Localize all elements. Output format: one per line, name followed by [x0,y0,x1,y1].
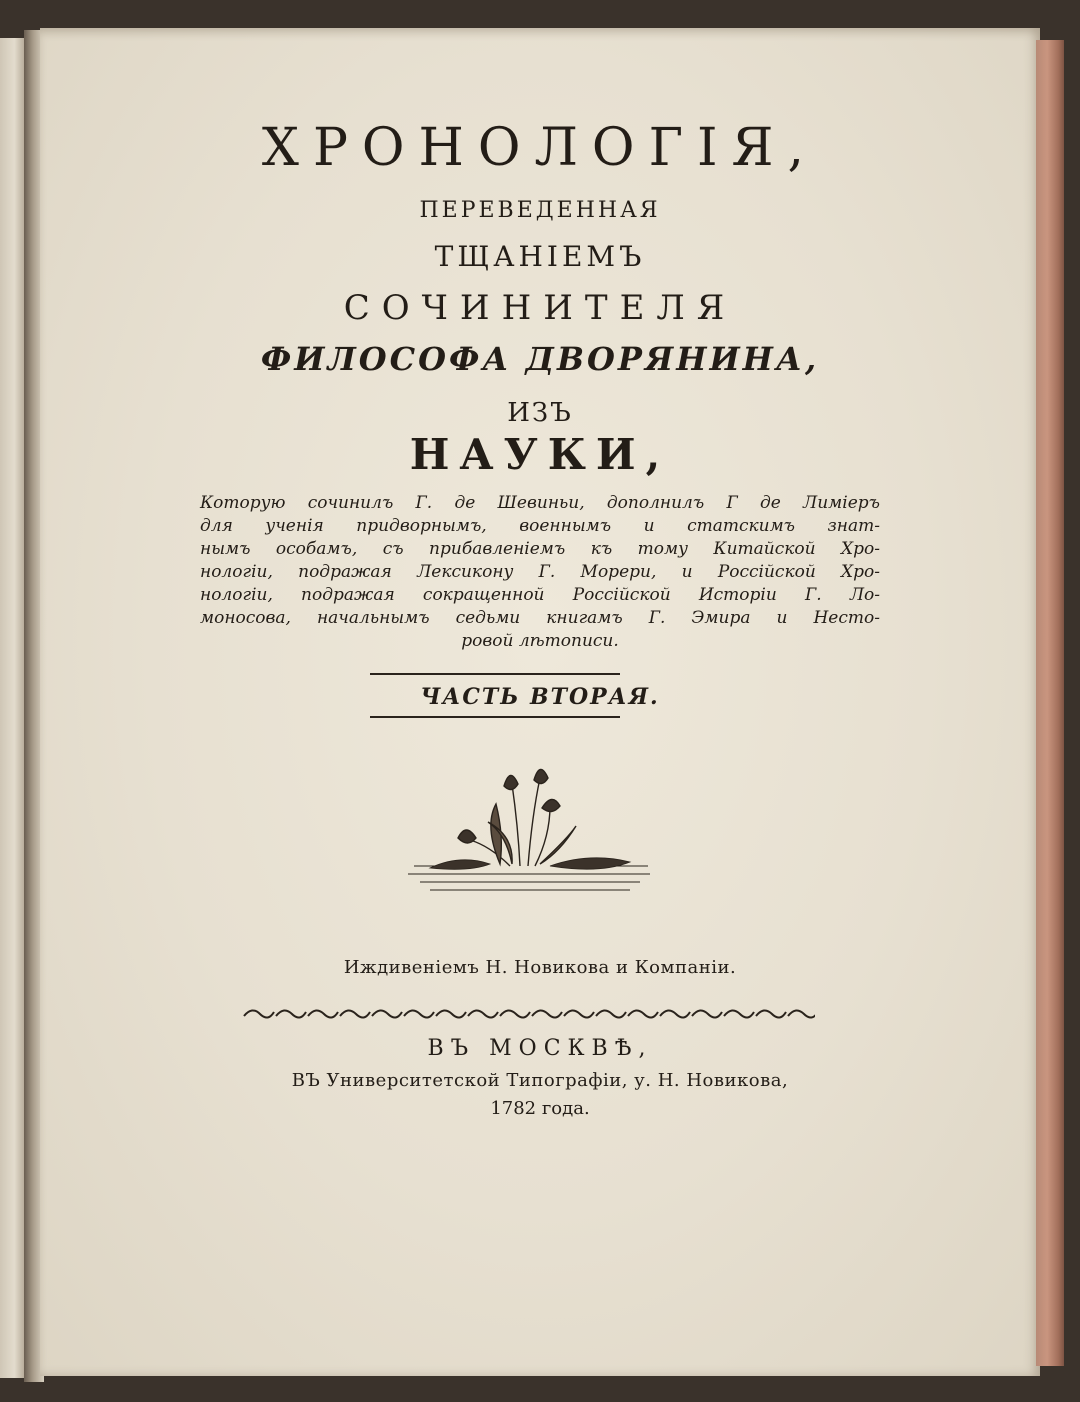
description-line: ровой лѣтописи. [461,631,619,651]
description-line: Которую сочинилъ Г. де Шевиньи, дополнилъ Г де Лимiеръ [200,493,880,513]
ornamental-rule-icon [240,1004,815,1024]
subtitle-translated: ПЕРЕВЕДЕННАЯ [419,198,661,223]
flowers-engraving-icon [400,756,660,906]
year-line: 1782 года. [490,1098,590,1119]
printer-line: ВЪ Университетской Типографiи, у. Н. Новикова, [291,1070,789,1091]
subtitle-science: НАУКИ, [409,430,671,479]
divider-rule-top [370,673,620,675]
book-title: ХРОНОЛОГIЯ, [261,118,819,178]
page-block-edge [1036,40,1064,1366]
divider-rule-bottom [370,716,620,718]
city-line: ВЪ МОСКВѢ, [427,1036,653,1061]
description-line: нологiи, подражая сокращенной Россiйской Исторiи Г. Ло- [200,585,880,605]
description-line: нологiи, подражая Лексикону Г. Морери, и Россiйской Хро- [200,562,880,582]
description-line: для ученiя придворнымъ, военнымъ и статскимъ знат- [200,516,880,536]
publisher-line: Иждивенiемъ Н. Новикова и Компанiи. [343,957,737,978]
subtitle-philosopher: ФИЛОСОФА ДВОРЯНИНА, [260,340,820,378]
subtitle-effort: ТЩАНIЕМЪ [434,240,646,273]
left-page-edge [0,38,24,1378]
subtitle-from: ИЗЪ [507,398,573,428]
part-heading: ЧАСТЬ ВТОРАЯ. [420,684,660,710]
description-paragraph [200,492,880,653]
subtitle-author: СОЧИНИТЕЛЯ [343,288,737,328]
description-line: нымъ особамъ, съ прибавленiемъ къ тому Китайской Хро- [200,539,880,559]
description-line: моносова, начальнымъ седьми книгамъ Г. Эмира и Несто- [200,608,880,628]
